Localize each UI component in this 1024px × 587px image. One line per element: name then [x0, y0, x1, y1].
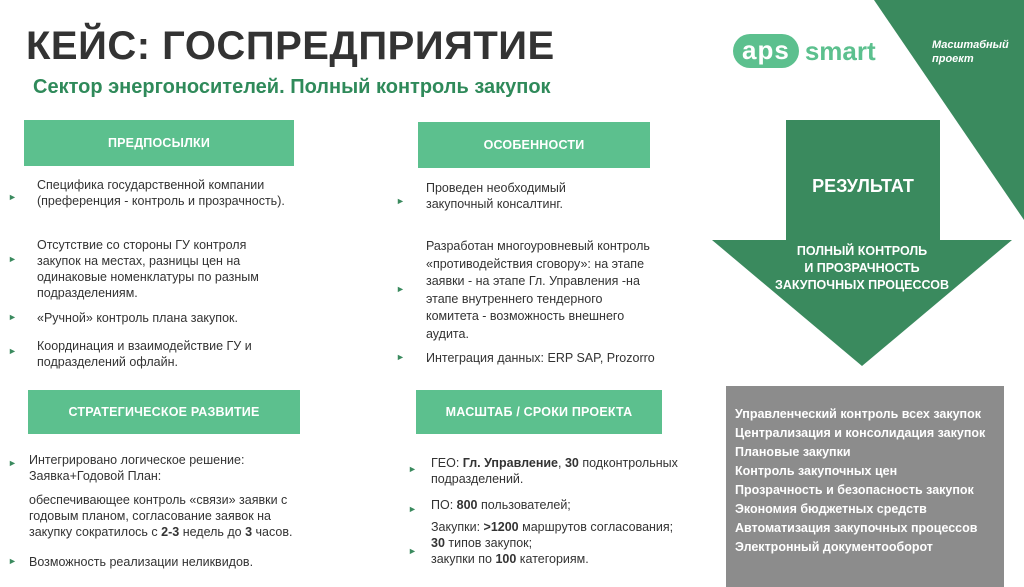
triangle-right-icon: ► [8, 312, 17, 322]
triangle-right-icon: ► [8, 192, 17, 202]
benefit-item: Управленческий контроль всех закупок [735, 407, 981, 421]
triangle-right-icon: ► [396, 352, 405, 362]
benefit-item: Автоматизация закупочных процессов [735, 521, 978, 535]
triangle-right-icon: ► [8, 254, 17, 264]
prerequisites-item: Специфика государственной компании (преференция - контроль и прозрачность). [37, 178, 285, 208]
strategic-item: Интегрировано логическое решение: Заявка+Годовой План: [29, 453, 245, 483]
benefit-item: Плановые закупки [735, 445, 851, 459]
benefits-list [735, 405, 1003, 557]
triangle-right-icon: ► [8, 346, 17, 356]
page-subtitle: Сектор энергоносителей. Полный контроль закупок [33, 76, 551, 98]
result-title: РЕЗУЛЬТАТ [812, 176, 914, 196]
benefit-item: Электронный документооборот [735, 540, 933, 554]
features-item: Разработан многоуровневый контроль «противодействия сговору»: на этапе заявки - на этапе Гл. Управления -на этапе внутреннего тендерного комитета - возможность внешнего аудита. [426, 239, 650, 341]
scale-item-purchases: Закупки: >1200 маршрутов согласования; 30 типов закупок; закупки по 100 категориям. [431, 520, 674, 566]
prerequisites-item: Отсутствие со стороны ГУ контроля закупок на местах, разницы цен на одинаковые номенклатуры по разным подразделениям. [37, 238, 259, 300]
triangle-right-icon: ► [396, 196, 405, 206]
triangle-right-icon: ► [396, 284, 405, 294]
scale-item-po: ПО: 800 пользователей; [431, 498, 571, 512]
triangle-right-icon: ► [8, 556, 17, 566]
features-item: Интеграция данных: ERP SAP, Prozorro [426, 351, 655, 365]
features-header: ОСОБЕННОСТИ [418, 122, 650, 168]
benefit-item: Централизация и консолидация закупок [735, 426, 986, 440]
prerequisites-item: Координация и взаимодействие ГУ и подразделений офлайн. [37, 339, 252, 369]
result-subtitle: ПОЛНЫЙ КОНТРОЛЬ И ПРОЗРАЧНОСТЬ ЗАКУПОЧНЫХ ПРОЦЕССОВ [775, 244, 949, 292]
benefit-item: Контроль закупочных цен [735, 464, 898, 478]
strategic-item: Возможность реализации неликвидов. [29, 555, 254, 569]
prerequisites-item: «Ручной» контроль плана закупок. [37, 311, 238, 325]
aps-smart-logo [733, 34, 876, 68]
prerequisites-header: ПРЕДПОСЫЛКИ [24, 120, 294, 166]
page-title: КЕЙС: ГОСПРЕДПРИЯТИЕ [26, 24, 555, 68]
strategic-item-detail: обеспечивающее контроль «связи» заявки с годовым планом, согласование заявок на закупку сократилось с 2-3 недель до 3 часов. [29, 493, 293, 539]
benefit-item: Экономия бюджетных средств [735, 502, 927, 516]
scale-header: МАСШТАБ / СРОКИ ПРОЕКТА [416, 390, 662, 434]
triangle-right-icon: ► [8, 458, 17, 468]
corner-label: Масштабный проект [932, 39, 1009, 65]
triangle-right-icon: ► [408, 464, 417, 474]
triangle-right-icon: ► [408, 546, 417, 556]
scale-item-geo: ГЕО: Гл. Управление, 30 подконтрольных подразделений. [431, 456, 678, 486]
benefit-item: Прозрачность и безопасность закупок [735, 483, 974, 497]
logo-word: smart [804, 35, 876, 66]
strategic-header: СТРАТЕГИЧЕСКОЕ РАЗВИТИЕ [28, 390, 300, 434]
features-item: Проведен необходимый закупочный консалтинг. [426, 181, 566, 211]
logo-pill: aps [733, 34, 799, 68]
triangle-right-icon: ► [408, 504, 417, 514]
